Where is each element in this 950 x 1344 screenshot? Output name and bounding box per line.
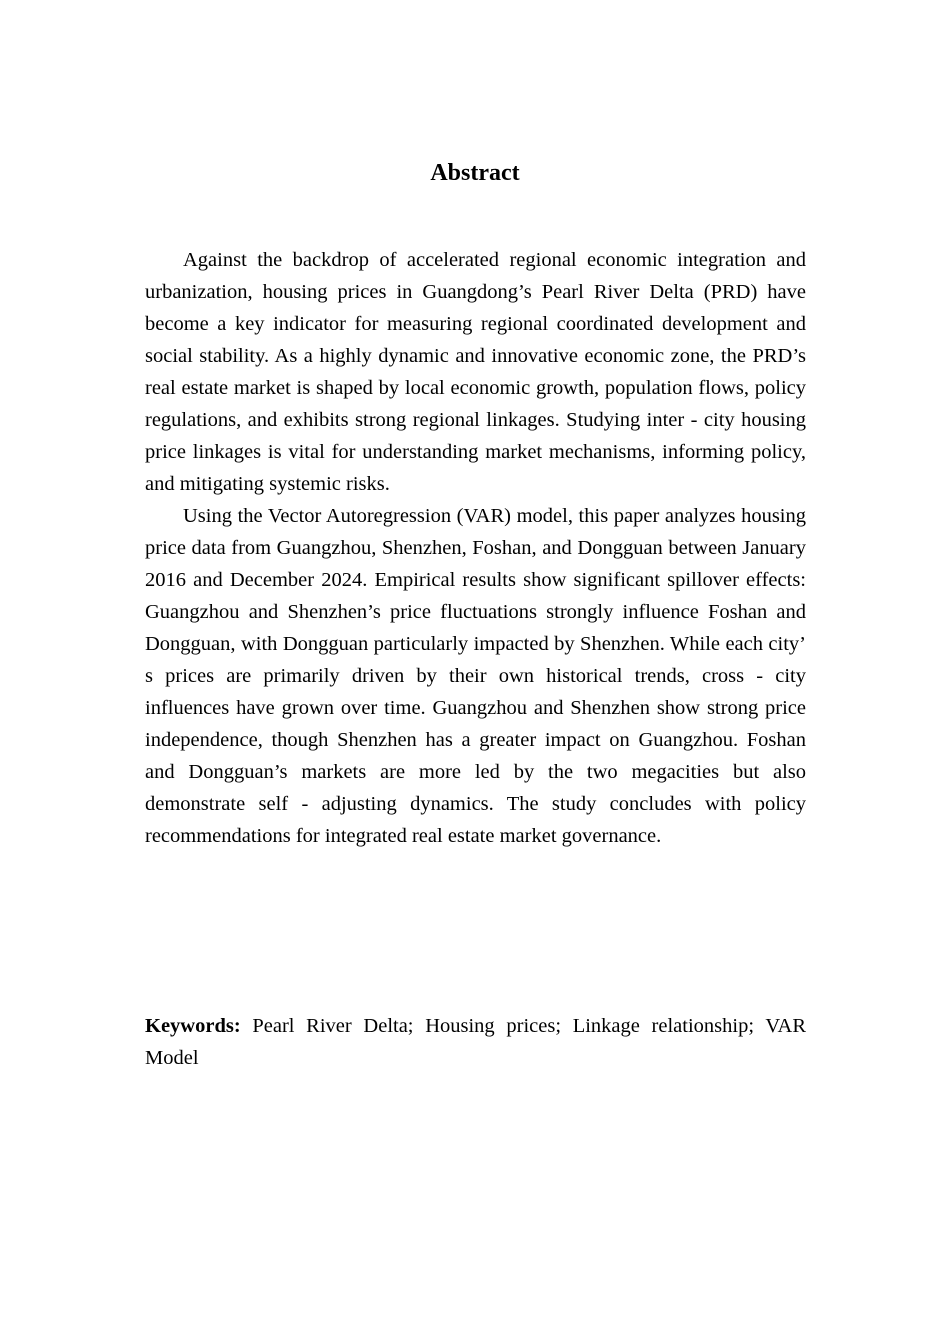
abstract-paragraph-1: Against the backdrop of accelerated regional economic integration and urbanization, housing prices in Guangdong’s Pearl River Delta (PRD) have become a key indicator for measuring regional coordinated development and social stability. As a highly dynamic and innovative economic zone, the PRD’s real estate market is shaped by local economic growth, population flows, policy regulations, and exhibits strong regional linkages. Studying inter - city housing price linkages is vital for understanding market mechanisms, informing policy, and mitigating systemic risks. — [145, 249, 806, 495]
keywords-line — [145, 1010, 806, 1074]
abstract-body — [145, 244, 806, 852]
keywords-text: Pearl River Delta; Housing prices; Linkage relationship; VAR Model — [145, 1015, 807, 1069]
abstract-title: Abstract — [430, 160, 520, 186]
keywords-label: Keywords: — [145, 1015, 241, 1037]
abstract-paragraph-2: Using the Vector Autoregression (VAR) model, this paper analyzes housing price data from Guangzhou, Shenzhen, Foshan, and Dongguan between January 2016 and December 2024. Empirical results show significant spillover effects: Guangzhou and Shenzhen’s price fluctuations strongly influence Foshan and Dongguan, with Dongguan particularly impacted by Shenzhen. While each city’ s prices are primarily driven by their own historical trends, cross - city influences have grown over time. Guangzhou and Shenzhen show strong price independence, though Shenzhen has a greater impact on Guangzhou. Foshan and Dongguan’s markets are more led by the two megacities but also demonstrate self - adjusting dynamics. The study concludes with policy recommendations for integrated real estate market governance. — [145, 505, 806, 847]
